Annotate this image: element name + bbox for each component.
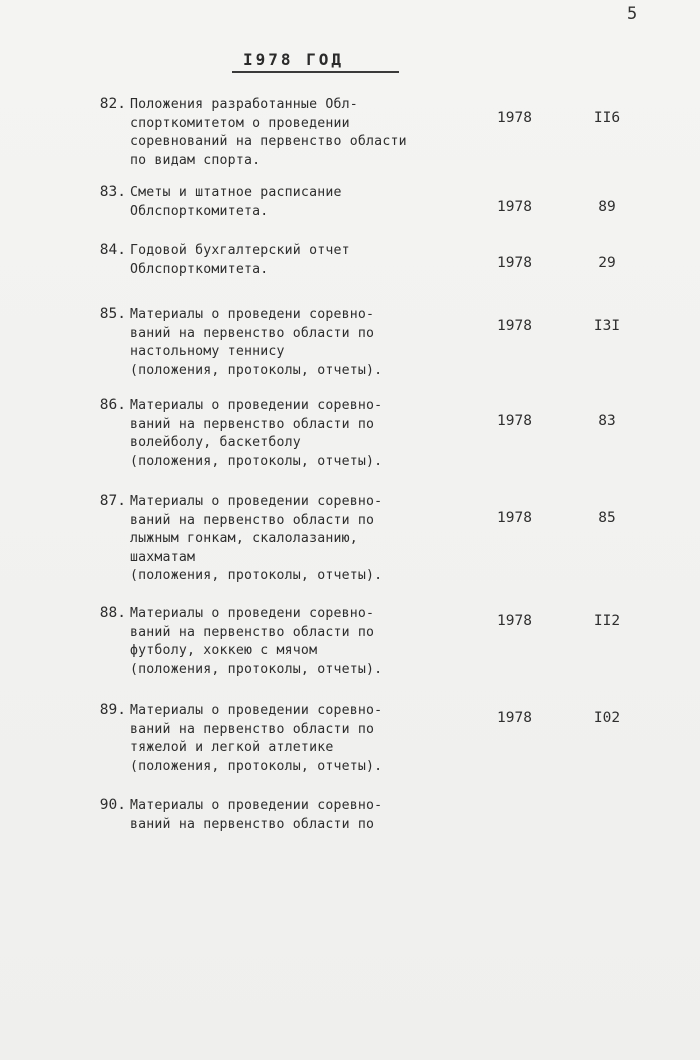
entry-count: 85 — [598, 510, 616, 526]
entry-count: 29 — [598, 255, 616, 271]
entry-description: Годовой бухгалтерский отчет Облспорткомитета. — [130, 243, 350, 277]
entry-year: 1978 — [497, 199, 532, 215]
entry-number: 88. — [99, 605, 126, 621]
entry-description: Материалы о проведени соревно- ваний на первенство области по настольному теннису (положения, протоколы, отчеты). — [130, 307, 383, 378]
entry-description: Материалы о проведении соревно- ваний на первенство области по — [130, 798, 383, 832]
entry-year: 1978 — [497, 255, 532, 271]
entry-count: I02 — [593, 710, 621, 726]
heading-underline — [232, 71, 399, 73]
entry-number: 90. — [99, 797, 126, 813]
entry-year: 1978 — [497, 110, 532, 126]
entry-count: II2 — [593, 613, 621, 629]
entry-description: Сметы и штатное расписание Облспорткомитета. — [130, 185, 342, 219]
entry-description: Материалы о проведени соревно- ваний на первенство области по футболу, хоккею с мячом (положения, протоколы, отчеты). — [130, 606, 383, 677]
entry-count: 83 — [598, 413, 616, 429]
entry-count: 89 — [598, 199, 616, 215]
page-heading: I978 ГОД — [243, 50, 345, 69]
entry-description: Положения разработанные Обл- спорткомитетом о проведении соревнований на первенство области по видам спорта. — [130, 97, 407, 168]
entry-year: 1978 — [497, 710, 532, 726]
entry-count: II6 — [593, 110, 621, 126]
entry-number: 85. — [99, 306, 126, 322]
entry-year: 1978 — [497, 413, 532, 429]
page-number: 5 — [627, 4, 638, 24]
entry-year: 1978 — [497, 510, 532, 526]
entry-number: 87. — [99, 493, 126, 509]
entry-description: Материалы о проведении соревно- ваний на первенство области по тяжелой и легкой атлетике (положения, протоколы, отчеты). — [130, 703, 383, 774]
entry-number: 83. — [99, 184, 126, 200]
entry-number: 86. — [99, 397, 126, 413]
entry-number: 89. — [99, 702, 126, 718]
entry-year: 1978 — [497, 613, 532, 629]
entry-year: 1978 — [497, 318, 532, 334]
entry-count: I3I — [593, 318, 621, 334]
entry-description: Материалы о проведении соревно- ваний на первенство области по лыжным гонкам, скалолазанию, шахматам (положения, протоколы, отчеты). — [130, 494, 383, 583]
entry-number: 82. — [99, 96, 126, 112]
entry-number: 84. — [99, 242, 126, 258]
entry-description: Материалы о проведении соревно- ваний на первенство области по волейболу, баскетболу (положения, протоколы, отчеты). — [130, 398, 383, 469]
